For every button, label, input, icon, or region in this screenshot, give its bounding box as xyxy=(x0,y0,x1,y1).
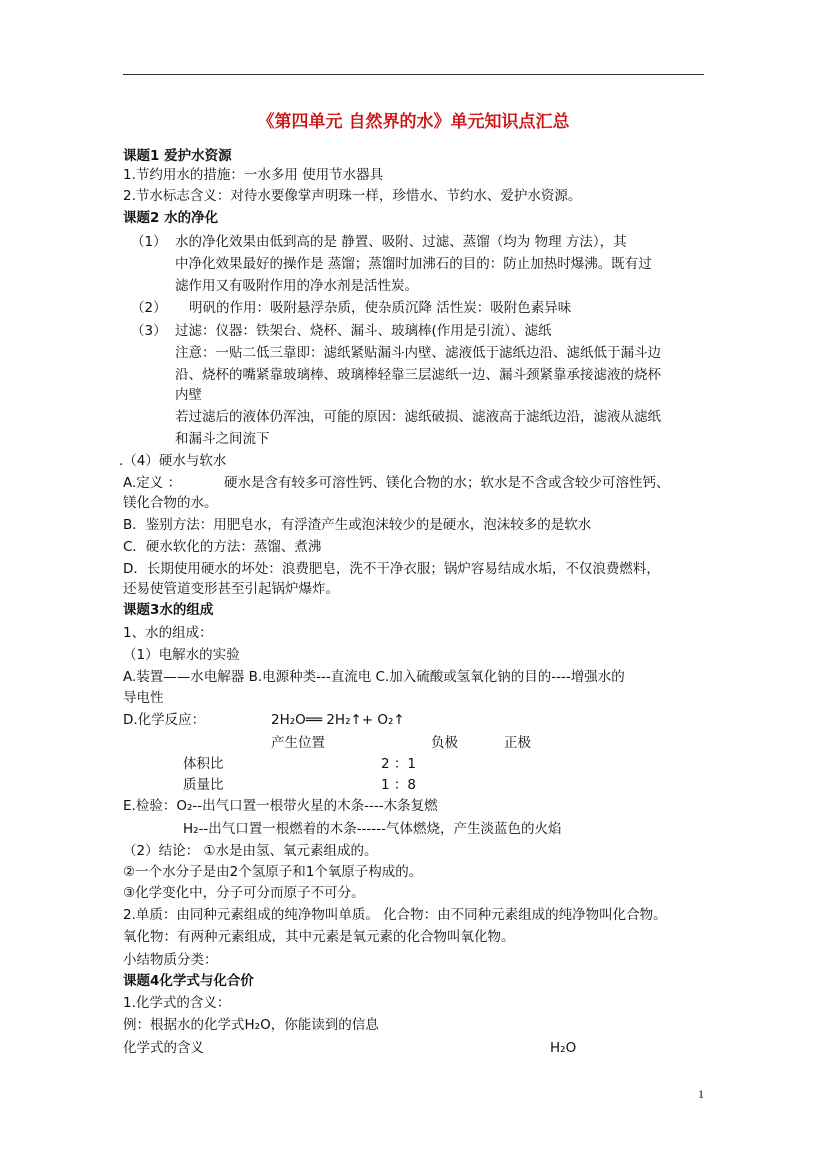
section-heading: 课题2 水的净化 xyxy=(123,210,219,226)
text-line: .（4）硬水与软水 xyxy=(119,453,227,469)
text-line: D.化学反应： xyxy=(123,712,206,728)
text-line: 小结物质分类： xyxy=(123,952,218,968)
text-line: 例：根据水的化学式H₂O，你能读到的信息 xyxy=(123,1017,379,1033)
text-line: （1） xyxy=(131,234,167,250)
page-number: 1 xyxy=(698,1087,704,1101)
text-line: （3） xyxy=(131,323,167,339)
text-line: 产生位置 xyxy=(271,735,325,751)
text-line: 镁化合物的水。 xyxy=(123,495,218,511)
text-line: （2）结论： ①水是由氢、氧元素组成的。 xyxy=(123,843,378,859)
text-line: 体积比 xyxy=(183,756,224,772)
text-line: （2） xyxy=(131,300,167,316)
text-line: A.装置——水电解器 B.电源种类---直流电 C.加入硫酸或氢氧化钠的目的----增强水的 xyxy=(123,669,625,685)
page-title: 《第四单元 自然界的水》单元知识点汇总 xyxy=(257,112,570,132)
text-line: 若过滤后的液体仍浑浊，可能的原因：滤纸破损、滤液高于滤纸边沿，滤液从滤纸 xyxy=(175,409,661,425)
text-line: H₂O xyxy=(550,1040,577,1056)
text-line: 硬水是含有较多可溶性钙、镁化合物的水；软水是不含或含较少可溶性钙、 xyxy=(224,475,670,491)
text-line: 1.化学式的含义： xyxy=(123,995,231,1011)
text-line: 1、水的组成： xyxy=(123,625,213,641)
text-line: 注意：一贴二低三靠即：滤纸紧贴漏斗内壁、滤液低于滤纸边沿、滤纸低于漏斗边 xyxy=(175,345,661,361)
section-heading: 课题1 爱护水资源 xyxy=(123,148,232,164)
text-line: 还易使管道变形甚至引起锅炉爆炸。 xyxy=(123,581,339,597)
text-line: 明矾的作用：吸附悬浮杂质，使杂质沉降 活性炭：吸附色素异味 xyxy=(189,300,572,316)
text-line: 1.节约用水的措施：一水多用 使用节水器具 xyxy=(123,167,384,183)
text-line: ②一个水分子是由2个氢原子和1个氧原子构成的。 xyxy=(123,864,423,880)
text-line: 1 ：8 xyxy=(381,777,416,793)
text-line: 2H₂O══ 2H₂↑+ O₂↑ xyxy=(271,712,405,728)
text-line: 导电性 xyxy=(123,690,164,706)
text-line: 滤作用又有吸附作用的净水剂是活性炭。 xyxy=(175,278,418,294)
text-line: H₂--出气口置一根燃着的木条------气体燃烧，产生淡蓝色的火焰 xyxy=(183,821,562,837)
text-line: D．长期使用硬水的坏处：浪费肥皂，洗不干净衣服；锅炉容易结成水垢，不仅浪费燃料， xyxy=(123,561,660,577)
text-line: 质量比 xyxy=(183,777,224,793)
text-line: 正极 xyxy=(504,735,531,751)
text-line: 化学式的含义 xyxy=(123,1040,204,1056)
text-line: 水的净化效果由低到高的是 静置、吸附、过滤、蒸馏（均为 物理 方法），其 xyxy=(175,234,627,250)
text-line: 沿、烧杯的嘴紧靠玻璃棒、玻璃棒轻靠三层滤纸一边、漏斗颈紧靠承接滤液的烧杯 xyxy=(175,367,661,383)
text-line: E.检验：O₂--出气口置一根带火星的木条----木条复燃 xyxy=(123,798,438,814)
text-line: 氧化物：有两种元素组成，其中元素是氧元素的化合物叫氧化物。 xyxy=(123,929,515,945)
text-line: B．鉴别方法：用肥皂水，有浮渣产生或泡沫较少的是硬水，泡沫较多的是软水 xyxy=(123,517,592,533)
section-heading: 课题4化学式与化合价 xyxy=(123,973,254,989)
text-line: 2 ：1 xyxy=(381,756,416,772)
text-line: 2.节水标志含义：对待水要像掌声明珠一样，珍惜水、节约水、爱护水资源。 xyxy=(123,188,582,204)
text-line: 过滤：仪器：铁架台、烧杯、漏斗、玻璃棒(作用是引流）、滤纸 xyxy=(175,323,552,339)
text-line: A.定义 ： xyxy=(123,475,182,491)
header-rule xyxy=(123,74,704,75)
text-line: ③化学变化中，分子可分而原子不可分。 xyxy=(123,885,365,901)
text-line: 负极 xyxy=(431,735,458,751)
text-line: 和漏斗之间流下 xyxy=(175,431,270,447)
text-line: 中净化效果最好的操作是 蒸馏；蒸馏时加沸石的目的：防止加热时爆沸。既有过 xyxy=(175,256,652,272)
section-heading: 课题3水的组成 xyxy=(123,602,214,618)
text-line: C．硬水软化的方法：蒸馏、煮沸 xyxy=(123,539,322,555)
text-line: （1）电解水的实验 xyxy=(123,647,240,663)
text-line: 内壁 xyxy=(175,387,202,403)
text-line: 2.单质：由同种元素组成的纯净物叫单质。 化合物：由不同种元素组成的纯净物叫化合物。 xyxy=(123,907,667,923)
